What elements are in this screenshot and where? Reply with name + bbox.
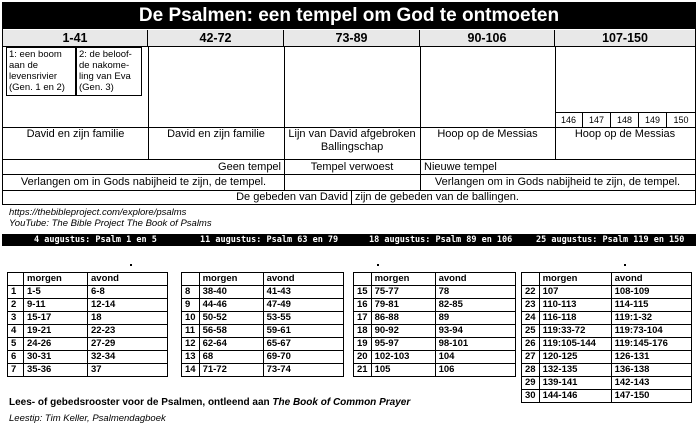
table-row: [182, 351, 344, 364]
table-header-row: [522, 273, 692, 286]
morning-reading: 119:105-144: [539, 338, 611, 351]
table-row: [522, 299, 692, 312]
table-row: [522, 286, 692, 299]
day-number: 21: [354, 364, 372, 377]
day-number: 17: [354, 312, 372, 325]
morning-reading: 79-81: [371, 299, 435, 312]
evening-reading: 47-49: [263, 299, 343, 312]
reading-table-days-15-21: [353, 272, 516, 377]
evening-reading: 119:1-32: [611, 312, 691, 325]
evening-reading: 18: [88, 312, 168, 325]
source-links: [9, 207, 212, 229]
morning-reading: 24-26: [24, 338, 88, 351]
evening-reading: 32-34: [88, 351, 168, 364]
evening-reading: 37: [88, 364, 168, 377]
psalm-2-note: 2: de beloof-de nakome-ling van Eva (Gen. 3): [76, 47, 142, 96]
day-number: 28: [522, 364, 540, 377]
evening-reading: 82-85: [435, 299, 515, 312]
morning-reading: 110-113: [539, 299, 611, 312]
day-number: 10: [182, 312, 200, 325]
bcp-prefix: Lees- of gebedsrooster voor de Psalmen, ontleend aan: [9, 397, 273, 408]
day-number: 4: [8, 325, 24, 338]
morning-reading: 105: [371, 364, 435, 377]
theme-book-1: David en zijn familie: [26, 128, 125, 140]
header-evening: avond: [263, 273, 343, 286]
table-row: [182, 299, 344, 312]
table-row: [182, 364, 344, 377]
bcp-note: [9, 397, 410, 409]
morning-reading: 120-125: [539, 351, 611, 364]
longing-left: Verlangen om in Gods nabijheid te zijn, de tempel.: [20, 176, 267, 188]
day-number: 22: [522, 286, 540, 299]
reading-tip: Leestip: Tim Keller, Psalmendagboek: [9, 413, 166, 424]
youtube-reference: YouTube: The Bible Project The Book of Psalms: [9, 218, 212, 229]
morning-reading: 9-11: [24, 299, 88, 312]
theme-book-3: Lijn van David afgebroken Ballingschap: [288, 128, 416, 153]
morning-reading: 132-135: [539, 364, 611, 377]
bcp-book-title: The Book of Common Prayer: [272, 397, 411, 408]
table-row: [354, 364, 516, 377]
morning-reading: 56-58: [199, 325, 263, 338]
table-row: [182, 325, 344, 338]
table-row: [522, 377, 692, 390]
day-number: 18: [354, 325, 372, 338]
table-row: [354, 299, 516, 312]
day-number: 23: [522, 299, 540, 312]
day-number: 25: [522, 325, 540, 338]
header-morning: morgen: [199, 273, 263, 286]
evening-reading: 104: [435, 351, 515, 364]
theme-book-5: Hoop op de Messias: [574, 128, 676, 140]
evening-reading: 59-61: [263, 325, 343, 338]
morning-reading: 19-21: [24, 325, 88, 338]
table-row: [8, 364, 168, 377]
table-row: [522, 312, 692, 325]
morning-reading: 15-17: [24, 312, 88, 325]
evening-reading: 126-131: [611, 351, 691, 364]
table-row: [522, 390, 692, 403]
table-header-row: [354, 273, 516, 286]
psalm-number: 149: [639, 113, 667, 127]
evening-reading: 12-14: [88, 299, 168, 312]
weekly-schedule-bar: [2, 234, 696, 246]
morning-reading: 119:33-72: [539, 325, 611, 338]
psalm-number: 147: [583, 113, 611, 127]
morning-reading: 90-92: [371, 325, 435, 338]
prayers-exile: zijn de gebeden van de ballingen.: [355, 191, 519, 203]
prayers-david: De gebeden van David: [236, 191, 348, 203]
table-row: [522, 325, 692, 338]
evening-reading: 108-109: [611, 286, 691, 299]
table-row: [354, 312, 516, 325]
table-row: [182, 286, 344, 299]
morning-reading: 62-64: [199, 338, 263, 351]
day-number: 7: [8, 364, 24, 377]
table-row: [522, 338, 692, 351]
morning-reading: 107: [539, 286, 611, 299]
day-number: 1: [8, 286, 24, 299]
week-4: 25 augustus: Psalm 119 en 150: [536, 235, 685, 245]
header-evening: avond: [611, 273, 691, 286]
evening-reading: 114-115: [611, 299, 691, 312]
day-number: 11: [182, 325, 200, 338]
temple-destroyed: Tempel verwoest: [310, 161, 394, 173]
morning-reading: 38-40: [199, 286, 263, 299]
evening-reading: 69-70: [263, 351, 343, 364]
reading-table-days-1-7: [7, 272, 168, 377]
table-row: [8, 351, 168, 364]
morning-reading: 95-97: [371, 338, 435, 351]
header-morning: morgen: [371, 273, 435, 286]
morning-reading: 44-46: [199, 299, 263, 312]
morning-reading: 1-5: [24, 286, 88, 299]
evening-reading: 53-55: [263, 312, 343, 325]
reading-table-days-22-30: [521, 272, 692, 403]
evening-reading: 27-29: [88, 338, 168, 351]
psalm-number: 148: [611, 113, 639, 127]
day-number: 13: [182, 351, 200, 364]
header-evening: avond: [435, 273, 515, 286]
evening-reading: 136-138: [611, 364, 691, 377]
day-number: 20: [354, 351, 372, 364]
day-number: 15: [354, 286, 372, 299]
day-number: 2: [8, 299, 24, 312]
evening-reading: 6-8: [88, 286, 168, 299]
morning-reading: 116-118: [539, 312, 611, 325]
week-3: 18 augustus: Psalm 89 en 106: [369, 235, 513, 245]
theme-book-4: Hoop op de Messias: [437, 128, 538, 140]
table-row: [182, 312, 344, 325]
morning-reading: 30-31: [24, 351, 88, 364]
psalm-number: 150: [673, 115, 689, 125]
table-row: [522, 364, 692, 377]
morning-reading: 35-36: [24, 364, 88, 377]
week-1: 4 augustus: Psalm 1 en 5: [34, 235, 157, 245]
reading-table-days-8-14: [181, 272, 344, 377]
morning-reading: 68: [199, 351, 263, 364]
evening-reading: 142-143: [611, 377, 691, 390]
book-header-3: 73-89: [284, 30, 420, 47]
day-number: 19: [354, 338, 372, 351]
day-number: 6: [8, 351, 24, 364]
theme-book-2: David en zijn familie: [167, 128, 265, 140]
evening-reading: 89: [435, 312, 515, 325]
header-morning: morgen: [24, 273, 88, 286]
header-morning: morgen: [539, 273, 611, 286]
morning-reading: 75-77: [371, 286, 435, 299]
table-row: [8, 286, 168, 299]
header-blank: [522, 273, 540, 286]
evening-reading: 147-150: [611, 390, 691, 403]
day-number: 3: [8, 312, 24, 325]
evening-reading: 106: [435, 364, 515, 377]
evening-reading: 73-74: [263, 364, 343, 377]
table-row: [182, 338, 344, 351]
evening-reading: 78: [435, 286, 515, 299]
morning-reading: 86-88: [371, 312, 435, 325]
table-row: [522, 351, 692, 364]
table-row: [354, 325, 516, 338]
psalm-1-note: 1: een boom aan de levensrivier (Gen. 1 en 2): [6, 47, 76, 96]
table-row: [354, 338, 516, 351]
day-number: 24: [522, 312, 540, 325]
day-number: 29: [522, 377, 540, 390]
day-number: 14: [182, 364, 200, 377]
temple-new: Nieuwe tempel: [424, 161, 497, 173]
day-number: 12: [182, 338, 200, 351]
day-number: 26: [522, 338, 540, 351]
table-row: [8, 325, 168, 338]
header-evening: avond: [88, 273, 168, 286]
book-header-2: 42-72: [148, 30, 284, 47]
book-header-5: 107-150: [555, 30, 695, 47]
table-row: [354, 286, 516, 299]
book-header-1: 1-41: [3, 30, 148, 47]
evening-reading: 119:145-176: [611, 338, 691, 351]
evening-reading: 93-94: [435, 325, 515, 338]
day-number: 5: [8, 338, 24, 351]
morning-reading: 71-72: [199, 364, 263, 377]
evening-reading: 65-67: [263, 338, 343, 351]
evening-reading: 41-43: [263, 286, 343, 299]
psalm-number: 146: [555, 113, 583, 127]
evening-reading: 22-23: [88, 325, 168, 338]
day-number: 8: [182, 286, 200, 299]
table-row: [354, 351, 516, 364]
day-number: 27: [522, 351, 540, 364]
table-header-row: [182, 273, 344, 286]
table-header-row: [8, 273, 168, 286]
morning-reading: 144-146: [539, 390, 611, 403]
evening-reading: 98-101: [435, 338, 515, 351]
header-blank: [8, 273, 24, 286]
morning-reading: 102-103: [371, 351, 435, 364]
day-number: 30: [522, 390, 540, 403]
table-row: [8, 312, 168, 325]
book-header-4: 90-106: [420, 30, 555, 47]
week-2: 11 augustus: Psalm 63 en 79: [200, 235, 339, 245]
page-title: De Psalmen: een tempel om God te ontmoeten: [2, 2, 696, 29]
table-row: [8, 338, 168, 351]
header-blank: [354, 273, 372, 286]
day-number: 16: [354, 299, 372, 312]
temple-none: Geen tempel: [218, 161, 281, 173]
longing-right: Verlangen om in Gods nabijheid te zijn, de tempel.: [434, 176, 681, 188]
table-row: [8, 299, 168, 312]
header-blank: [182, 273, 200, 286]
evening-reading: 119:73-104: [611, 325, 691, 338]
bibleproject-link[interactable]: https://thebibleproject.com/explore/psalms: [9, 207, 187, 218]
day-number: 9: [182, 299, 200, 312]
morning-reading: 139-141: [539, 377, 611, 390]
morning-reading: 50-52: [199, 312, 263, 325]
